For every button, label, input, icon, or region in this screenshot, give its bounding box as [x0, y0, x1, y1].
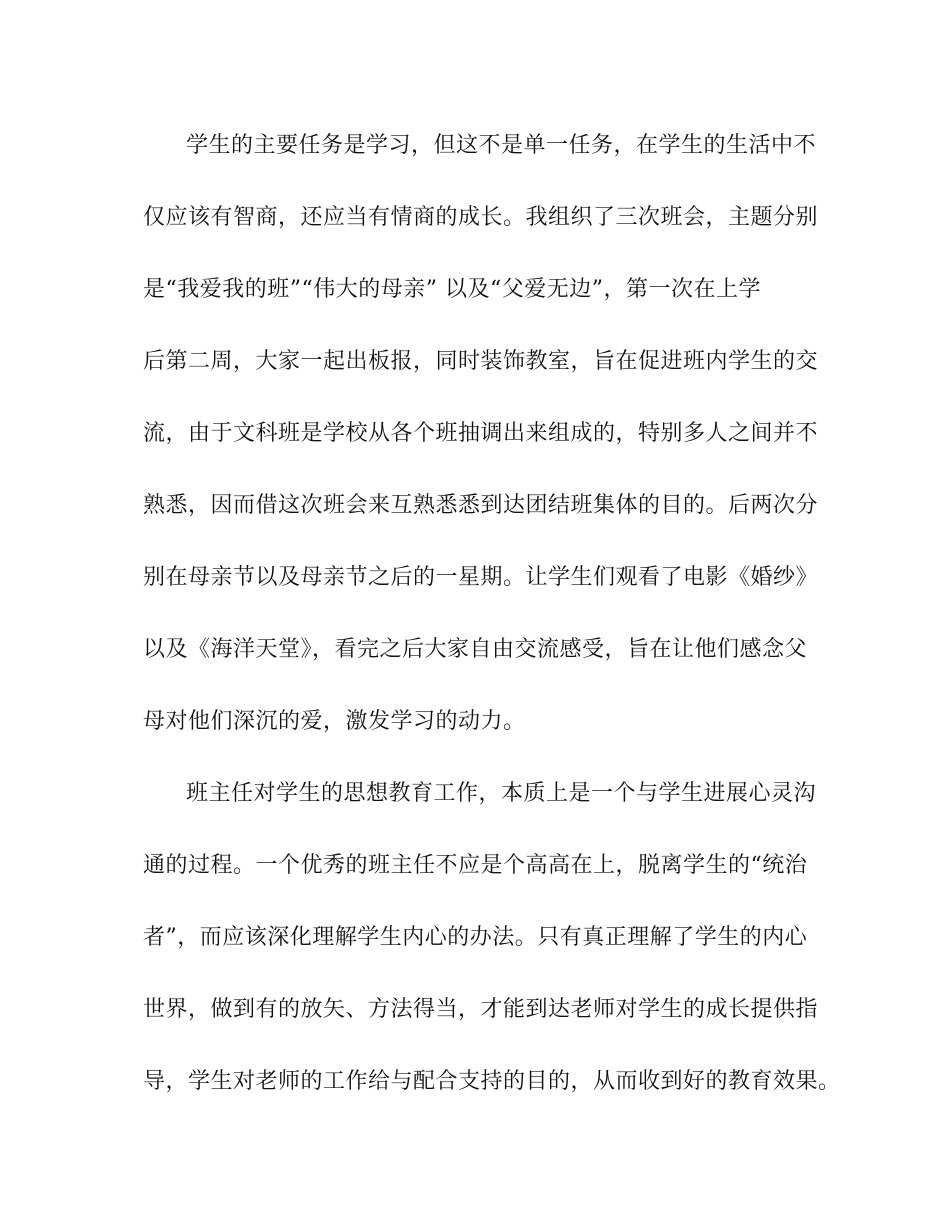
text-line: 学生的主要任务是学习，但这不是单一任务，在学生的生活中不 [186, 133, 817, 158]
text-line: 是“我爱我的班”“伟大的母亲” 以及“父爱无边”，第一次在上学 [143, 277, 761, 302]
text-line: 班主任对学生的思想教育工作，本质上是一个与学生进展心灵沟 [186, 781, 817, 806]
text-line: 者”，而应该深化理解学生内心的办法。只有真正理解了学生的内心 [143, 925, 808, 950]
text-line: 别在母亲节以及母亲节之后的一星期。让学生们观看了电影《婚纱》 [143, 565, 819, 590]
text-line: 导，学生对老师的工作给与配合支持的目的，从而收到好的教育效果。 [143, 1069, 841, 1094]
text-line: 仅应该有智商，还应当有情商的成长。我组织了三次班会，主题分别 [143, 205, 819, 230]
text-line: 母对他们深沉的爱，激发学习的动力。 [143, 709, 526, 734]
text-line: 后第二周，大家一起出板报，同时装饰教室，旨在促进班内学生的交 [143, 349, 819, 374]
text-line: 流，由于文科班是学校从各个班抽调出来组成的，特别多人之间并不 [143, 421, 819, 446]
text-line: 世界，做到有的放矢、方法得当，才能到达老师对学生的成长提供指 [143, 997, 819, 1022]
text-line: 以及《海洋天堂》，看完之后大家自由交流感受，旨在让他们感念父 [143, 637, 808, 662]
text-line: 通的过程。一个优秀的班主任不应是个高高在上，脱离学生的“统治 [143, 853, 808, 878]
text-line: 熟悉，因而借这次班会来互熟悉悉到达团结班集体的目的。后两次分 [143, 493, 819, 518]
